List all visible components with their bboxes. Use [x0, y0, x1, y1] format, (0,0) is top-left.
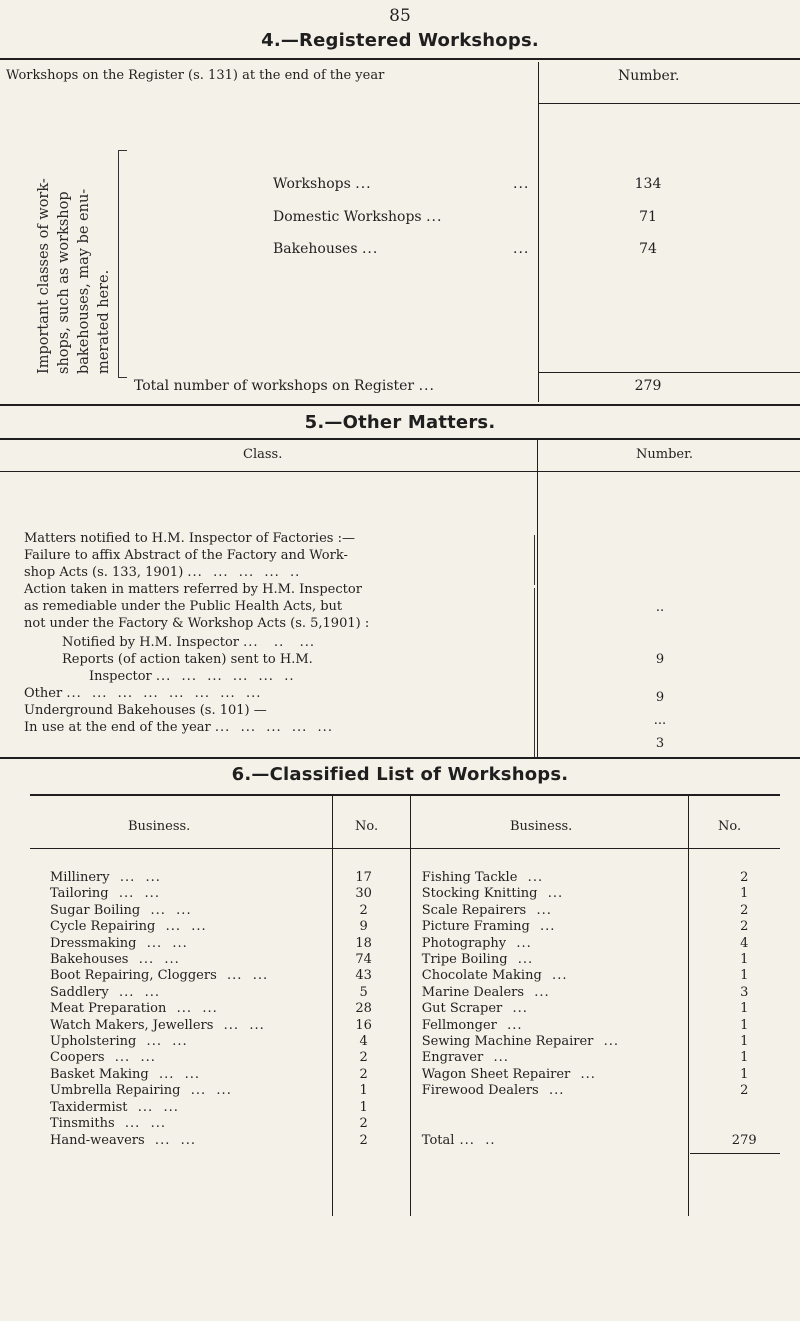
- business-name: Fishing Tackle: [421, 870, 518, 885]
- section5-number-header: Number.: [636, 447, 694, 462]
- section5-line: not under the Factory & Workshop Acts (s. 5,1901) :: [24, 616, 370, 631]
- business-cell: [30, 1050, 331, 1066]
- business-cell: [396, 1083, 709, 1099]
- table-row: [30, 1133, 780, 1149]
- section4-total-rule: [538, 372, 800, 373]
- leader-dots: ... ...: [127, 1099, 179, 1115]
- section6-table: [30, 870, 780, 1149]
- business-cell: [396, 1100, 709, 1116]
- table-row: [30, 1116, 780, 1132]
- business-name: Engraver: [421, 1050, 484, 1066]
- leader-dots: ... ...: [216, 968, 269, 984]
- count-cell: 2: [359, 1132, 368, 1148]
- business-name: Chocolate Making: [421, 968, 542, 984]
- count-cell: 1: [359, 1083, 368, 1099]
- section6-table-body: [30, 870, 780, 1149]
- section5-line: shop Acts (s. 133, 1901) ... ... ... ... ..: [24, 565, 301, 580]
- section6-header-business: Business.: [128, 819, 191, 834]
- count-cell: 16: [355, 1017, 372, 1033]
- count-cell: 1: [740, 886, 749, 902]
- business-cell: [30, 952, 331, 968]
- section4-title: 4.—Registered Workshops.: [261, 30, 539, 51]
- section5-divider: [537, 440, 538, 758]
- section6-header-rule: [30, 848, 780, 849]
- count-cell: 1: [359, 1099, 368, 1115]
- count-cell: 1: [740, 968, 749, 984]
- business-cell: [30, 886, 331, 902]
- section5-line: In use at the end of the year ... ... ... ... ...: [24, 720, 333, 735]
- business-name: Hand-weavers: [50, 1132, 145, 1148]
- leader-dots: ... ...: [140, 902, 192, 918]
- table-row: [30, 968, 780, 984]
- business-cell: [30, 903, 331, 919]
- table-row: [30, 870, 780, 886]
- section4-row-value: 74: [639, 241, 657, 257]
- section4-bottom-rule: [0, 404, 800, 406]
- business-cell: [396, 870, 709, 886]
- business-name: Tripe Boiling: [421, 952, 508, 968]
- table-row: [30, 936, 780, 952]
- section4-row-value: 71: [639, 209, 657, 225]
- business-cell: [30, 968, 331, 984]
- section4-number-header: Number.: [618, 68, 680, 84]
- leader-dots: ... ...: [180, 1083, 232, 1099]
- section4-top-rule: [0, 58, 800, 60]
- business-name: Gut Scraper: [421, 1001, 503, 1017]
- leader-dots: ... ...: [213, 1017, 265, 1033]
- count-cell: 1: [740, 1066, 749, 1082]
- business-name: Picture Framing: [421, 919, 530, 935]
- section4-divider: [538, 62, 539, 402]
- leader-dots: ... ...: [114, 1116, 166, 1132]
- section5-class-header: Class.: [243, 447, 283, 462]
- table-row: [30, 919, 780, 935]
- business-name: Marine Dealers: [421, 984, 525, 1000]
- business-cell: [30, 985, 331, 1001]
- count-cell: 2: [359, 1050, 368, 1066]
- section5-line: Matters notified to H.M. Inspector of Factories :—: [24, 531, 355, 546]
- section5-line: Underground Bakehouses (s. 101) —: [24, 703, 267, 718]
- page-number: 85: [389, 6, 411, 26]
- leader-dots: ...: [517, 870, 544, 885]
- table-row: [30, 1083, 780, 1099]
- leader-dots: ... ...: [136, 935, 188, 951]
- leader-dots: ...: [502, 1001, 528, 1017]
- business-name: Fellmonger: [421, 1017, 497, 1033]
- count-cell: 2: [359, 902, 368, 918]
- business-cell: [396, 1050, 709, 1066]
- count-cell: [708, 1116, 780, 1132]
- business-cell: [396, 1034, 709, 1050]
- count-cell: 1: [740, 1001, 749, 1017]
- leader-dots: ... ...: [108, 886, 160, 902]
- leader-dots: ... ...: [136, 1034, 188, 1050]
- business-name: Basket Making: [50, 1066, 149, 1082]
- table-row: [30, 1050, 780, 1066]
- count-cell: 4: [359, 1034, 368, 1050]
- count-cell: 74: [355, 952, 372, 968]
- leader-dots: ... ...: [144, 1132, 196, 1148]
- business-cell: [30, 1034, 331, 1050]
- section5-bottom-rule: [0, 757, 800, 759]
- section5-line: Failure to affix Abstract of the Factory and Work-: [24, 548, 348, 563]
- business-cell: [396, 952, 709, 968]
- business-cell: [30, 1100, 331, 1116]
- business-name: Coopers: [50, 1050, 105, 1066]
- count-cell: 17: [355, 870, 372, 885]
- business-name: Wagon Sheet Repairer: [421, 1066, 571, 1082]
- table-row: [30, 1100, 780, 1116]
- leader-dots: ...: [483, 1050, 509, 1066]
- section4-side-note: Important classes of work-shops, such as workshop bakehouses, may be enu-merated here.: [36, 178, 112, 374]
- section6-header-business: Business.: [510, 819, 573, 834]
- section4-row-label: Workshops ... ...: [273, 176, 530, 192]
- leader-dots: ... ...: [155, 919, 207, 935]
- business-cell: [396, 985, 709, 1001]
- count-cell: 2: [740, 870, 749, 885]
- leader-dots: ... ...: [166, 1001, 218, 1017]
- section5-line: Inspector ... ... ... ... ... ..: [89, 669, 295, 684]
- count-cell: [708, 1100, 780, 1116]
- business-cell: [396, 886, 709, 902]
- leader-dots: ...: [524, 984, 550, 1000]
- total-value: 279: [731, 1132, 757, 1148]
- business-cell: [30, 1067, 331, 1083]
- table-row: [30, 1001, 780, 1017]
- leader-dots: ... ...: [128, 952, 180, 968]
- section5-line: as remediable under the Public Health Acts, but: [24, 599, 343, 614]
- leader-dots: ... ...: [148, 1066, 201, 1082]
- business-cell: [30, 1133, 331, 1149]
- business-name: Bakehouses: [50, 952, 129, 968]
- count-cell: 4: [740, 935, 749, 951]
- count-cell: 9: [359, 919, 368, 935]
- leader-dots: ... ...: [104, 1050, 156, 1066]
- business-cell: [396, 919, 709, 935]
- section4-row-value: 134: [634, 176, 662, 192]
- business-name: Dressmaking: [50, 935, 137, 951]
- business-name: Watch Makers, Jewellers: [50, 1017, 214, 1033]
- leader-dots: ... ..: [454, 1132, 496, 1148]
- business-cell: [30, 1083, 331, 1099]
- count-cell: 43: [355, 968, 372, 984]
- leader-dots: ... ...: [109, 870, 161, 885]
- leader-dots: ... ...: [108, 984, 161, 1000]
- business-cell: [30, 936, 331, 952]
- business-name: Scale Repairers: [421, 902, 527, 918]
- count-cell: 1: [740, 952, 749, 968]
- business-cell: [30, 919, 331, 935]
- section4-column-header: Workshops on the Register (s. 131) at the end of the year: [6, 68, 385, 83]
- section5-value: ...: [653, 713, 667, 728]
- business-name: Umbrella Repairing: [50, 1083, 181, 1099]
- business-cell: [396, 968, 709, 984]
- business-name: Tinsmiths: [50, 1116, 115, 1132]
- section5-value: 9: [655, 690, 665, 705]
- business-cell: [396, 1067, 709, 1083]
- section5-value: 9: [655, 652, 665, 667]
- leader-dots: ...: [570, 1066, 596, 1082]
- section5-value: 3: [655, 736, 665, 751]
- section4-row-label: Bakehouses ... ...: [273, 241, 530, 257]
- business-cell: [396, 1018, 709, 1034]
- section4-total-label: Total number of workshops on Register ...: [134, 378, 435, 394]
- business-cell: [30, 1001, 331, 1017]
- count-cell: 2: [359, 1066, 368, 1082]
- business-name: Photography: [421, 935, 507, 951]
- business-cell: [30, 870, 331, 886]
- business-cell: [30, 1116, 331, 1132]
- business-name: Meat Preparation: [50, 1001, 167, 1017]
- section5-value: ..: [655, 600, 665, 615]
- section4-total-value: 279: [634, 378, 662, 394]
- section6-header-no: No.: [355, 819, 379, 834]
- section4-brace: [118, 150, 133, 378]
- count-cell: 2: [740, 902, 749, 918]
- business-cell: [396, 1133, 709, 1149]
- section5-brace-lower: [528, 588, 535, 758]
- leader-dots: ...: [526, 902, 552, 918]
- section5-top-rule: [0, 438, 800, 440]
- business-name: Stocking Knitting: [421, 886, 538, 902]
- leader-dots: ...: [593, 1034, 620, 1050]
- count-cell: 2: [359, 1116, 368, 1132]
- business-name: Millinery: [50, 870, 110, 885]
- section5-header-rule: [0, 471, 800, 472]
- count-cell: 1: [740, 1017, 749, 1033]
- business-name: Cycle Repairing: [50, 919, 156, 935]
- section6-header-no: No.: [718, 819, 742, 834]
- business-name: Taxidermist: [50, 1099, 128, 1115]
- count-cell: 3: [740, 984, 749, 1000]
- count-cell: 5: [359, 984, 368, 1000]
- section6-top-rule: [30, 794, 780, 796]
- leader-dots: ...: [541, 968, 568, 984]
- business-cell: [396, 1001, 709, 1017]
- business-name: Firewood Dealers: [421, 1083, 539, 1099]
- table-row: [30, 952, 780, 968]
- table-row: [30, 1034, 780, 1050]
- leader-dots: ...: [507, 952, 534, 968]
- leader-dots: ...: [506, 935, 532, 951]
- business-cell: [396, 936, 709, 952]
- business-name: Sugar Boiling: [50, 902, 141, 918]
- section5-title: 5.—Other Matters.: [304, 412, 496, 433]
- leader-dots: ...: [538, 1083, 565, 1099]
- table-row: [30, 903, 780, 919]
- section5-line: Other ... ... ... ... ... ... ... ...: [24, 686, 262, 701]
- count-cell: 1: [740, 1050, 749, 1066]
- section5-line: Reports (of action taken) sent to H.M.: [62, 652, 313, 667]
- business-name: Tailoring: [50, 886, 109, 902]
- table-row: [30, 1018, 780, 1034]
- table-row: [30, 886, 780, 902]
- section5-line: Action taken in matters referred by H.M. Inspector: [24, 582, 362, 597]
- business-name: Upholstering: [50, 1034, 137, 1050]
- business-cell: [30, 1018, 331, 1034]
- business-cell: [396, 903, 709, 919]
- leader-dots: ...: [537, 886, 564, 902]
- section4-header-rule: [538, 103, 800, 104]
- section5-line: Notified by H.M. Inspector ... .. ...: [62, 635, 315, 650]
- section6-total-rule: [690, 1153, 780, 1154]
- section5-brace-upper: [528, 535, 535, 585]
- table-row: [30, 1067, 780, 1083]
- business-cell: [396, 1116, 709, 1132]
- business-name: Boot Repairing, Cloggers: [50, 968, 217, 984]
- count-cell: 2: [740, 919, 749, 935]
- count-cell: 2: [740, 1083, 749, 1099]
- business-name: Saddlery: [50, 984, 109, 1000]
- table-row: [30, 985, 780, 1001]
- section6-title: 6.—Classified List of Workshops.: [231, 764, 569, 785]
- leader-dots: ...: [529, 919, 556, 935]
- leader-dots: ...: [496, 1017, 523, 1033]
- count-cell: 30: [355, 886, 372, 902]
- business-name: Sewing Machine Repairer: [421, 1034, 594, 1050]
- count-cell: 1: [740, 1034, 749, 1050]
- section4-row-label: Domestic Workshops ...: [273, 209, 443, 225]
- count-cell: 28: [355, 1001, 372, 1017]
- total-label: Total: [421, 1132, 455, 1148]
- count-cell: 18: [355, 935, 372, 951]
